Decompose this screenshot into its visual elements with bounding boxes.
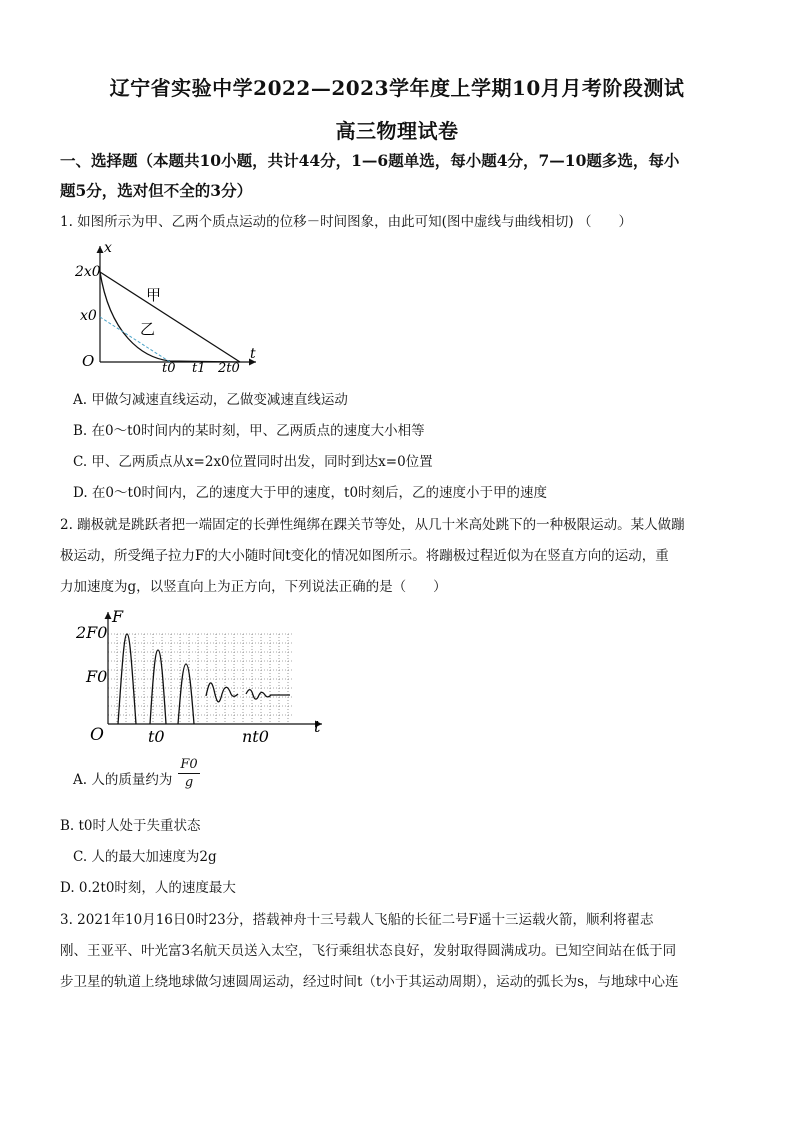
q1-stem: 1. 如图所示为甲、乙两个质点运动的位移－时间图象，由此可知(图中虚线与曲线相切) （ ）	[60, 214, 632, 230]
q2-t-axis-label: t	[314, 717, 321, 736]
q3-line-2: 刚、王亚平、叶光富3名航天员送入太空，飞行乘组状态良好，发射取得圆满成功。已知空间站在低于同	[60, 943, 677, 959]
q2-option-b: B. t0时人处于失重状态	[60, 818, 201, 834]
q2-f-axis-arrow-icon	[105, 612, 112, 619]
q1-option-b: B. 在0～t0时间内的某时刻，甲、乙两质点的速度大小相等	[73, 423, 425, 439]
q1-x-axis-label: x	[104, 240, 112, 256]
q1-option-d: D. 在0～t0时间内，乙的速度大于甲的速度，t0时刻后，乙的速度小于甲的速度	[73, 485, 548, 501]
q1-label-jia: 甲	[146, 286, 162, 304]
q2-tick-2f0: 2F0	[76, 623, 108, 642]
q1-tick-t0: t0	[162, 361, 176, 376]
q2-oscillation-2	[246, 690, 290, 700]
q2-tick-f0: F0	[86, 667, 108, 686]
q2-stem-line-2: 极运动，所受绳子拉力F的大小随时间t变化的情况如图所示。将蹦极过程近似为在竖直方向的运动，重	[60, 548, 669, 564]
q2-option-c: C. 人的最大加速度为2g	[73, 849, 217, 865]
section-heading	[60, 146, 736, 206]
exam-subtitle: 高三物理试卷	[335, 119, 459, 143]
q2-stem-line-3: 力加速度为g，以竖直向上为正方向，下列说法正确的是（ ）	[60, 579, 447, 595]
q2-stem-line-1: 2. 蹦极就是跳跃者把一端固定的长弹性绳绑在踝关节等处，从几十米高处跳下的一种极限运动。某人做蹦	[60, 517, 685, 533]
q1-line-jia	[100, 272, 240, 362]
q2-option-d: D. 0.2t0时刻，人的速度最大	[60, 880, 236, 896]
q1-tangent-dashed	[100, 317, 170, 362]
q2-tick-nt0: nt0	[242, 727, 269, 746]
q1-origin-label: O	[82, 352, 95, 370]
q1-t-axis-label: t	[250, 346, 256, 362]
q2-tick-t0: t0	[148, 727, 165, 746]
q2-option-a-fraction	[178, 757, 200, 790]
q2-fraction-numerator: F0	[178, 757, 200, 774]
section-heading-line-2: 题5分，选对但不全的3分）	[60, 181, 253, 200]
q1-option-c: C. 甲、乙两质点从x=2x0位置同时出发，同时到达x=0位置	[73, 454, 433, 470]
q2-oscillation-1	[206, 683, 238, 702]
q1-tick-2x0: 2x0	[75, 264, 101, 280]
q3-line-3: 步卫星的轨道上绕地球做匀速圆周运动，经过时间t（t小于其运动周期），运动的弧长为s，与地球中心连	[60, 974, 679, 990]
q2-dotted-grid	[108, 634, 294, 724]
q1-option-a: A. 甲做匀减速直线运动，乙做变减速直线运动	[73, 392, 348, 408]
exam-title: 辽宁省实验中学2022—2023学年度上学期10月月考阶段测试	[109, 76, 685, 100]
section-heading-line-1: 一、选择题（本题共10小题，共计44分，1—6题单选，每小题4分，7—10题多选，每小	[60, 151, 680, 170]
q1-x-axis-arrow-icon	[97, 246, 104, 253]
q1-tick-2t0: 2t0	[218, 361, 240, 376]
q3-line-1: 3. 2021年10月16日0时23分，搭载神舟十三号载人飞船的长征二号F遥十三运载火箭，顺利将翟志	[60, 912, 654, 928]
q1-tick-t1: t1	[192, 361, 206, 376]
q2-force-time-graph	[70, 608, 330, 748]
q2-f-axis-label: F	[112, 608, 124, 626]
q1-tick-x0: x0	[80, 308, 97, 324]
q2-option-a-prefix: A. 人的质量约为	[73, 772, 173, 788]
q2-origin-label: O	[90, 725, 104, 745]
q2-fraction-denominator: g	[184, 775, 194, 790]
q1-label-yi: 乙	[140, 320, 156, 338]
q1-position-time-graph	[70, 238, 270, 378]
q2-peak-2	[150, 650, 166, 724]
